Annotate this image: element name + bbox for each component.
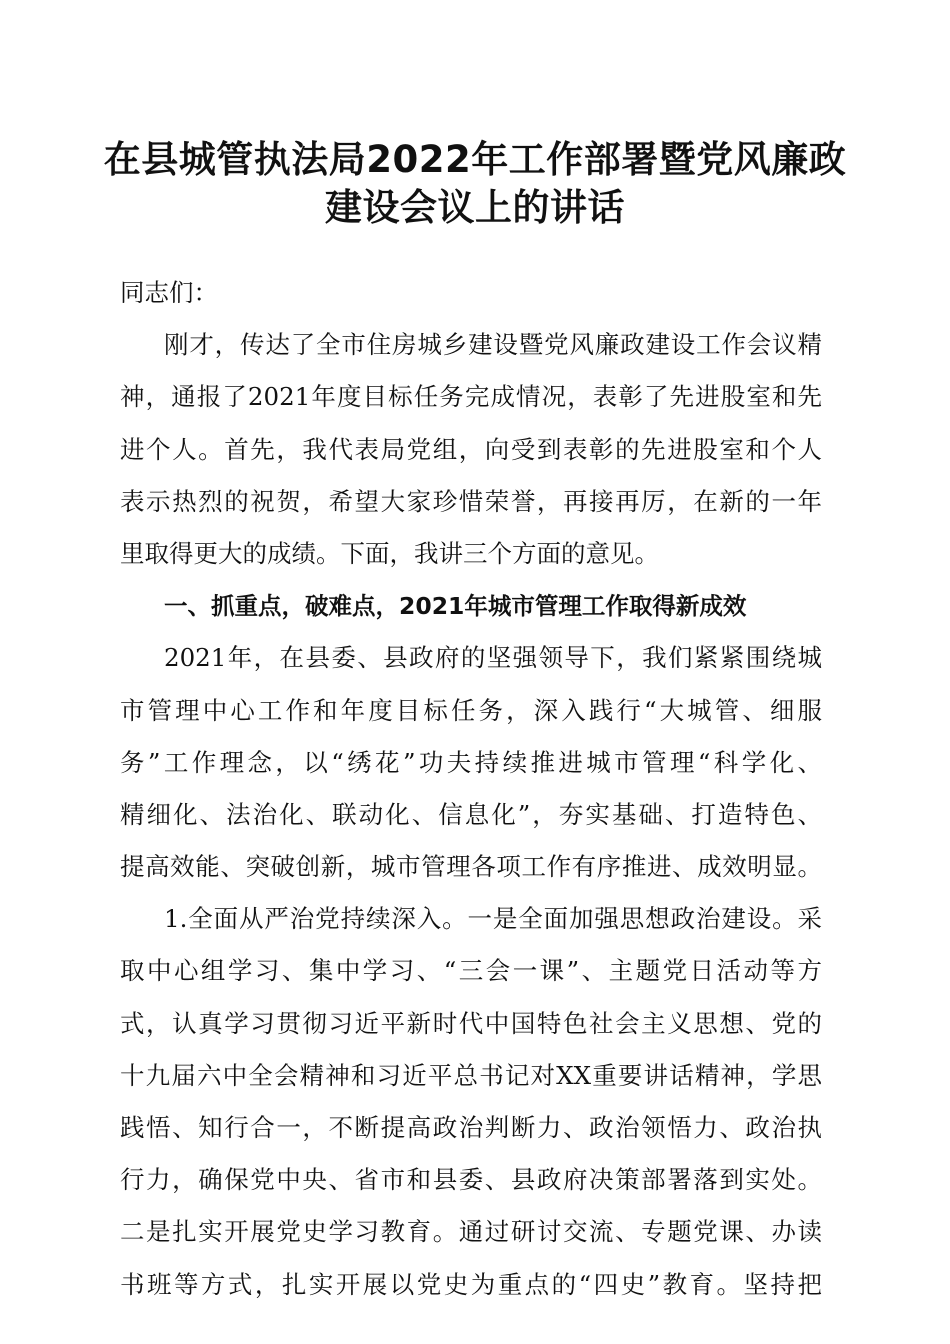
document-title-line-1: 在县城管执法局2022年工作部署暨党风廉政 bbox=[103, 138, 847, 181]
body-line: 十九届六中全会精神和习近平总书记对XX重要讲话精神，学思 bbox=[120, 1060, 822, 1090]
body-line: 1.全面从严治党持续深入。一是全面加强思想政治建设。采 bbox=[164, 904, 822, 934]
body-line: 行力，确保党中央、省市和县委、县政府决策部署落到实处。 bbox=[120, 1165, 822, 1195]
body-line: 式，认真学习贯彻习近平新时代中国特色社会主义思想、党的 bbox=[120, 1008, 822, 1038]
body-line: 表示热烈的祝贺，希望大家珍惜荣誉，再接再厉，在新的一年 bbox=[120, 486, 822, 516]
body-line: 进个人。首先，我代表局党组，向受到表彰的先进股室和个人 bbox=[120, 434, 822, 464]
section-heading: 一、抓重点，破难点，2021年城市管理工作取得新成效 bbox=[164, 592, 747, 621]
body-line: 市管理中心工作和年度目标任务，深入践行“大城管、细服 bbox=[120, 695, 822, 725]
document-title-line-2: 建设会议上的讲话 bbox=[325, 186, 625, 229]
body-line: 提高效能、突破创新，城市管理各项工作有序推进、成效明显。 bbox=[120, 852, 822, 882]
body-line: 神，通报了2021年度目标任务完成情况，表彰了先进股室和先 bbox=[120, 382, 822, 412]
body-line: 务”工作理念，以“绣花”功夫持续推进城市管理“科学化、 bbox=[120, 747, 822, 777]
body-line: 二是扎实开展党史学习教育。通过研讨交流、专题党课、办读 bbox=[120, 1217, 822, 1247]
salutation: 同志们： bbox=[120, 278, 218, 307]
body-line: 精细化、法治化、联动化、信息化”，夯实基础、打造特色、 bbox=[120, 799, 822, 829]
document-body bbox=[120, 267, 822, 1311]
body-line: 2021年，在县委、县政府的坚强领导下，我们紧紧围绕城 bbox=[164, 643, 822, 673]
body-line: 书班等方式，扎实开展以党史为重点的“四史”教育。坚持把 bbox=[120, 1269, 822, 1299]
body-line: 里取得更大的成绩。下面，我讲三个方面的意见。 bbox=[120, 538, 659, 568]
body-line: 刚才，传达了全市住房城乡建设暨党风廉政建设工作会议精 bbox=[164, 330, 822, 360]
body-line: 取中心组学习、集中学习、“三会一课”、主题党日活动等方 bbox=[120, 956, 822, 986]
body-line: 践悟、知行合一，不断提高政治判断力、政治领悟力、政治执 bbox=[120, 1113, 822, 1142]
